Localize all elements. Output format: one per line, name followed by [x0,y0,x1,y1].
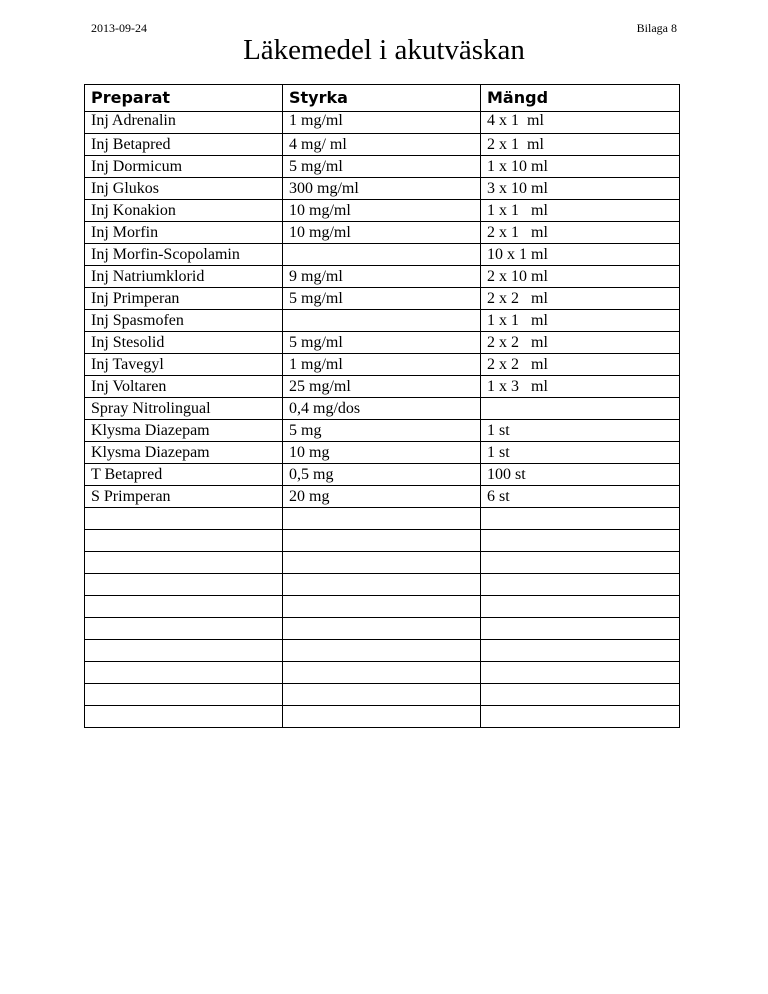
table-row [85,200,680,222]
table-row [85,574,680,596]
cell-preparat: Inj Betapred [85,134,283,156]
cell-styrka [283,310,481,332]
column-header-preparat: Preparat [85,85,283,112]
table-row [85,222,680,244]
cell-preparat [85,662,283,684]
cell-mangd [481,640,680,662]
table-row [85,310,680,332]
cell-mangd: 10 x 1 ml [481,244,680,266]
cell-preparat: Klysma Diazepam [85,420,283,442]
cell-mangd: 1 x 10 ml [481,156,680,178]
cell-mangd: 100 st [481,464,680,486]
cell-styrka: 0,4 mg/dos [283,398,481,420]
cell-mangd: 2 x 1 ml [481,222,680,244]
cell-mangd: 1 st [481,420,680,442]
cell-styrka [283,574,481,596]
cell-preparat: Inj Dormicum [85,156,283,178]
table-row [85,596,680,618]
table-row [85,420,680,442]
cell-preparat [85,684,283,706]
cell-mangd: 2 x 2 ml [481,288,680,310]
cell-styrka: 10 mg/ml [283,222,481,244]
cell-styrka [283,596,481,618]
cell-styrka [283,530,481,552]
table-row [85,288,680,310]
cell-preparat [85,640,283,662]
cell-preparat: Inj Spasmofen [85,310,283,332]
cell-styrka [283,684,481,706]
cell-mangd [481,684,680,706]
cell-mangd [481,618,680,640]
cell-mangd: 2 x 2 ml [481,332,680,354]
table-header-row [85,85,680,112]
cell-preparat [85,706,283,728]
table-row [85,112,680,134]
table-row [85,486,680,508]
table-row [85,156,680,178]
cell-preparat: Inj Morfin [85,222,283,244]
cell-preparat: Inj Tavegyl [85,354,283,376]
cell-mangd [481,596,680,618]
cell-styrka [283,640,481,662]
cell-styrka: 5 mg/ml [283,332,481,354]
cell-preparat [85,574,283,596]
cell-preparat: Inj Primperan [85,288,283,310]
cell-preparat: Spray Nitrolingual [85,398,283,420]
cell-styrka: 9 mg/ml [283,266,481,288]
cell-mangd: 1 x 3 ml [481,376,680,398]
cell-preparat: Inj Glukos [85,178,283,200]
cell-mangd [481,706,680,728]
document-date: 2013-09-24 [91,21,147,35]
cell-mangd: 6 st [481,486,680,508]
cell-preparat: T Betapred [85,464,283,486]
cell-styrka [283,552,481,574]
table-row [85,134,680,156]
cell-preparat: Inj Morfin-Scopolamin [85,244,283,266]
table-row [85,706,680,728]
cell-styrka: 4 mg/ ml [283,134,481,156]
table-row [85,376,680,398]
cell-styrka: 300 mg/ml [283,178,481,200]
table-body [85,112,680,728]
table-row [85,244,680,266]
table-row [85,266,680,288]
medication-table [84,84,680,728]
cell-styrka: 10 mg/ml [283,200,481,222]
cell-styrka [283,244,481,266]
cell-preparat: Inj Natriumklorid [85,266,283,288]
cell-mangd [481,508,680,530]
cell-styrka: 5 mg [283,420,481,442]
cell-mangd [481,530,680,552]
cell-styrka: 20 mg [283,486,481,508]
cell-mangd [481,662,680,684]
cell-mangd: 1 st [481,442,680,464]
cell-styrka: 10 mg [283,442,481,464]
cell-preparat [85,552,283,574]
cell-preparat [85,596,283,618]
cell-styrka: 1 mg/ml [283,354,481,376]
table-row [85,464,680,486]
cell-preparat: S Primperan [85,486,283,508]
cell-preparat: Inj Adrenalin [85,112,283,134]
appendix-label: Bilaga 8 [636,21,677,35]
table-row [85,530,680,552]
cell-styrka: 25 mg/ml [283,376,481,398]
cell-preparat [85,508,283,530]
cell-mangd: 2 x 2 ml [481,354,680,376]
table-row [85,178,680,200]
cell-styrka [283,706,481,728]
table-row [85,332,680,354]
cell-mangd [481,574,680,596]
table-row [85,640,680,662]
page-title: Läkemedel i akutväskan [243,34,525,66]
cell-preparat: Inj Voltaren [85,376,283,398]
cell-styrka [283,508,481,530]
column-header-styrka: Styrka [283,85,481,112]
table-row [85,618,680,640]
column-header-mangd: Mängd [481,85,680,112]
cell-styrka: 0,5 mg [283,464,481,486]
cell-mangd: 4 x 1 ml [481,112,680,134]
cell-preparat: Klysma Diazepam [85,442,283,464]
table-row [85,442,680,464]
cell-styrka: 5 mg/ml [283,288,481,310]
table-row [85,354,680,376]
cell-mangd: 1 x 1 ml [481,200,680,222]
cell-styrka [283,618,481,640]
table-row [85,684,680,706]
cell-mangd: 2 x 1 ml [481,134,680,156]
cell-mangd [481,552,680,574]
table-row [85,508,680,530]
cell-preparat [85,530,283,552]
cell-mangd: 2 x 10 ml [481,266,680,288]
cell-preparat: Inj Konakion [85,200,283,222]
cell-mangd: 3 x 10 ml [481,178,680,200]
cell-styrka: 1 mg/ml [283,112,481,134]
cell-styrka [283,662,481,684]
cell-mangd: 1 x 1 ml [481,310,680,332]
table-row [85,552,680,574]
cell-styrka: 5 mg/ml [283,156,481,178]
cell-mangd [481,398,680,420]
cell-preparat: Inj Stesolid [85,332,283,354]
table-row [85,662,680,684]
cell-preparat [85,618,283,640]
table-row [85,398,680,420]
